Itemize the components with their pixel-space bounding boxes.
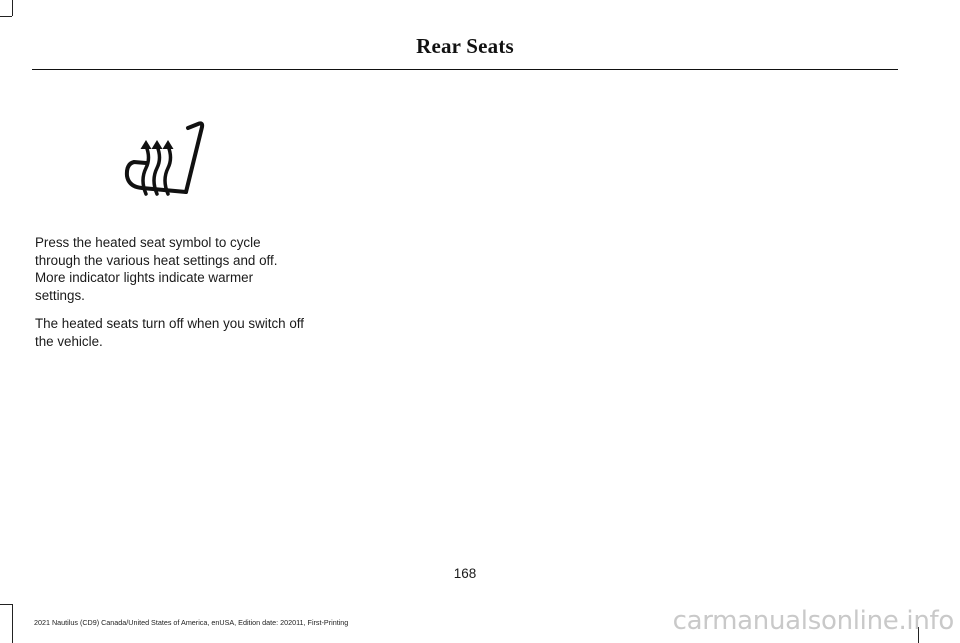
paragraph-heat-settings: Press the heated seat symbol to cycle through the various heat settings and off. More indicator lights indicate warmer settings. xyxy=(35,235,278,303)
header-divider xyxy=(32,69,898,70)
edition-footer: 2021 Nautilus (CD9) Canada/United States of America, enUSA, Edition date: 202011, First-Printing xyxy=(34,618,349,627)
crop-mark-bottom-left-horizontal xyxy=(0,604,12,605)
page-section-title: Rear Seats xyxy=(416,34,514,58)
heated-seat-icon xyxy=(122,118,212,200)
body-text xyxy=(35,234,305,362)
watermark: carmanualsonline.info xyxy=(672,606,954,636)
crop-mark-top-left-horizontal xyxy=(0,16,12,17)
crop-mark-top-left-vertical xyxy=(12,0,13,16)
page-number: 168 xyxy=(453,566,477,581)
crop-mark-bottom-left-vertical xyxy=(12,604,13,643)
paragraph-auto-off: The heated seats turn off when you switch off the vehicle. xyxy=(35,316,304,349)
